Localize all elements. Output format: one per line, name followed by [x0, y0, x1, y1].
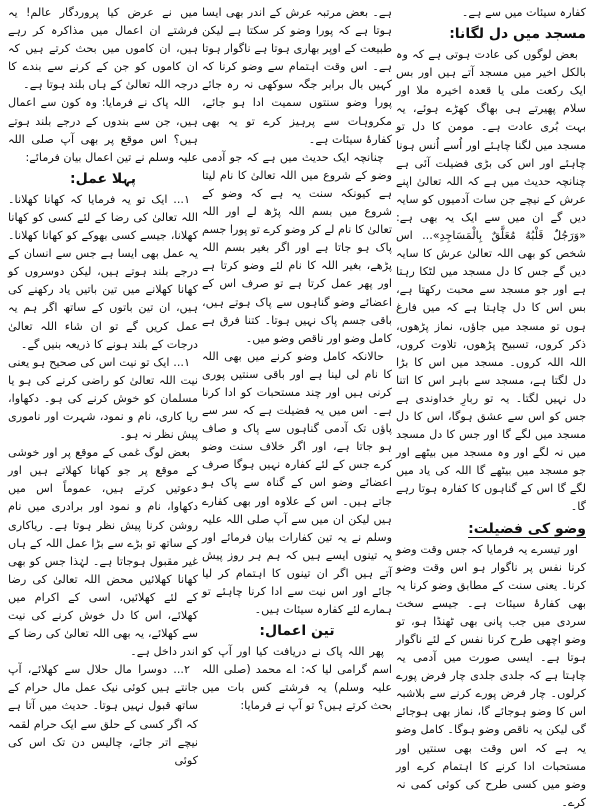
paragraph: حالانکہ کامل وضو کرنے میں بھی اللہ کا نام لی لینا ہے اور باقی سنتیں پوری کرنی ہیں اور چند مستحبات کو ادا کرنا ہے۔ اس میں یہ فضیلت ہے کہ سر سے پاؤں تک آدمی گناہوں سے پاک و صاف ہو جاتا ہے، اور اگر خلاف سنت وضو کرے جس کے لئے کفارہ نہیں ہوگا صرف اعضائے وضو اس کے گناہ سے پاک ہو جاتے ہیں۔ اس کے علاوہ اور بھی کفارے ہیں لیکن ان میں سے آپ صلی اللہ علیہ وسلم نے یہ تین کفارات بیان فرمائے اور یہ تینوں ایسے ہیں کہ ہم ہر روز پیش آتے ہیں اگر ان تینوں کا اہتمام کر لیا جائے اور اس نیت سے ادا کرنا چاہئے تو ہمارے لئے کفارہ سیئات ہیں۔	[202, 349, 392, 617]
section-heading: تین اعمال:	[259, 623, 335, 640]
paragraph: پھر اللہ پاک نے دریافت کیا اور آپ کو اسم گرامی لیا کہ: اے محمد (صلی اللہ علیہ وسلم) یہ فرشتے کس بات میں بحث کرتے ہیں؟ تو آپ نے فرمایا:	[202, 645, 392, 713]
paragraph: ۱... ایک تو یہ فرمایا کہ کھانا کھلانا۔ اللہ تعالیٰ کی رضا کے لئے کسی کو کھانا کھلانا، جیسے کسی بھوکے کو کھانا کھلانا۔ یہ عمل بھی ایسا ہے جس سے انسان کے درجے بلند ہوتے ہیں، لیکن دوسروں کو کھانا کھلانے میں تین باتیں یاد رکھنے کی ہیں، ان تین باتوں کے ساتھ اگر ہم یہ عمل کریں گے تو ان شاء اللہ تعالیٰ درجات کے بلند ہونے کا ذریعہ بنیں گے۔	[8, 192, 198, 351]
paragraph: بعض لوگوں کی عادت ہوتی ہے کہ وہ بالکل اخیر میں مسجد آتے ہیں اور بس ایک رکعت ملی یا قعدہ اخیرہ ملا اور سلام پھیرتے ہی بھاگ کھڑے ہوئے، یہ بہت بُری عادت ہے۔ مومن کا دل تو مسجد میں لگنا چاہئے اور اُسے اُنس ہونا چاہئے اور اس کی بڑی فضیلت آئی ہے چنانچہ حدیث میں ہے کہ اللہ تعالیٰ اپنے عرش کے نیچے جن سات آدمیوں کو سایہ دیں گے ان میں سے ایک یہ بھی ہے: «وَرَجُلٌ قَلْبُهُ مُعَلَّقٌ بِالْمَسَاجِدِ»... اس شخص کو بھی اللہ تعالیٰ عرش کا سایہ دیں گے جس کا دل مسجد میں لٹکا رہتا ہے اور جو مسجد سے محبت رکھتا ہے، بس اس کا دل چاہتا ہے کہ میں فارغ ہوں تو مسجد میں جاؤں، نماز پڑھوں، ذکر کروں، تسبیح پڑھوں، تلاوت کروں، اللہ اللہ کروں۔ مسجد میں اس کا بڑا دل لگتا ہے، مسجد سے باہر اس کا اتنا دل نہیں لگتا۔ یہ تو ربارِ خداوندی ہے جس کو اس سے عشق ہوگا، اس کا دل مسجد میں لگے گا اور جس کا دل مسجد میں نہ لگے اور وہ مسجد میں بیٹھے اور جو مسجد میں بیٹھے گا اللہ کی یاد میں لگے گا اس کے گناہوں کا کفارہ ہوتا رہے گا۔	[396, 48, 586, 514]
paragraph: ۱... ایک تو نیت اس کی صحیح ہو یعنی نیت اللہ تعالیٰ کو راضی کرنے کی ہو یا مسلمان کو خوش کرنے کی ہو۔ دکھاوا، ریا کاری، نام و نمود، شہرت اور ناموری پیش نظر نہ ہو۔	[8, 355, 198, 442]
paragraph: میں نے عرض کیا پروردگار عالم! یہ فرشتے ان اعمال میں مذاکرہ کر رہے ہیں، ان کاموں میں بحث کرتے ہیں کہ ان کاموں کو جن کے کرنے سے بندے کا درجہ اللہ تعالیٰ کے ہاں بلند ہوتا ہے۔	[8, 6, 198, 92]
column-left	[8, 4, 198, 800]
section-heading: پہلا عمل:	[69, 170, 136, 187]
column-right	[396, 4, 586, 809]
paragraph: اور تیسرے یہ فرمایا کہ جس وقت وضو کرنا نفس پر ناگوار ہو اس وقت وضو کرنا۔ یعنی سنت کے مطابق وضو کرنا یہ بھی کفارۂ سیئات ہے۔ جیسے سخت سردی میں جب پانی بھی ٹھنڈا ہو، تو وضو اچھی طرح کرنا نفس کے لئے ناگوار ہوتا ہے۔ ایسی صورت میں آدمی یہ چاہتا ہے کہ جلدی جلدی چار فرض پورے کرلوں۔ چار فرض پورے کرنے سے بلاشبہ اس کا وضو ہوجائے گا، نماز بھی ہوجائے گی لیکن یہ ناقص وضو ہوگا۔ کامل وضو یہ ہے کہ اس وقت بھی سنتیں اور مستحبات ادا کرنے کا اہتمام کرے اور وضو میں کسی طرح کی کوئی کمی نہ کرے۔	[396, 542, 586, 809]
column-middle	[202, 4, 392, 800]
section-heading-text: وضو کی فضیلت:	[468, 520, 586, 537]
section-heading	[396, 518, 586, 540]
paragraph: ۲... دوسرا مال حلال سے کھلائے، آپ جانتے ہیں کوئی نیک عمل مال حرام کے ساتھ قبول نہیں ہوتا۔ حدیث میں آتا ہے کہ اگر کسی کے حلق سے ایک حرام لقمہ نیچے اتر جائے، چالیس دن تک اس کی کوئی	[8, 663, 198, 767]
section-heading: مسجد میں دل لگانا:	[449, 26, 586, 43]
paragraph: چنانچہ ایک حدیث میں ہے کہ جو آدمی وضو کے شروع میں اللہ تعالیٰ کا نام لیتا ہے کیونکہ سنت یہ ہے کہ وضو کے شروع میں بسم اللہ پڑھ لے اور اللہ تعالیٰ کا نام لے کر وضو کرے تو پورا جسم پاک ہو جاتا ہے اور اگر بغیر بسم اللہ پڑھے، بغیر اللہ کا نام لئے وضو کرتا ہے اور پھر عمل کرتا ہے تو صرف اس کے اعضائے وضو گناہوں سے پاک ہوتے ہیں، باقی جسم پاک نہیں ہوتا۔ کتنا فرق ہے کامل وضو اور ناقص وضو میں۔	[202, 150, 392, 345]
paragraph: بعض لوگ غمی کے موقع پر اور خوشی کے موقع پر جو کھانا کھلاتے ہیں اور دعوتیں کرتے ہیں، عموماً اس میں دکھاوا، نام و نمود اور برادری میں نام روشن کرنا پیش نظر ہوتا ہے۔ ریاکاری کے ساتھ تو بڑے سے بڑا عمل اللہ کے ہاں غیر مقبول ہوجاتا ہے۔ لہٰذا جس کو بھی کھانا کھلائیں محض اللہ تعالیٰ کی رضا کے لئے کھلائیں، اسی کے اکرام میں کھلائے، اس کا دل خوش کرنے کی نیت سے کھلائے، یہ بھی اللہ تعالیٰ کی رضا کے اندر داخل ہے۔	[8, 446, 198, 659]
paragraph: ہے۔ بعض مرتبہ عرش کے اندر بھی ایسا ہوتا ہے کہ پورا وضو کر سکتا ہے لیکن طبیعت کے اوپر بھاری ہوتا ہے ناگوار ہوتا ہے۔ اس وقت اہتمام سے وضو کرنا کہ کہیں بال برابر جگہ سوکھی نہ رہ جائے پورا وضو سنتوں سمیت ادا ہو جائے، مکروہات سے پرہیز کرے تو یہ بھی کفارۂ سیئات ہے۔	[202, 6, 392, 146]
paragraph: اللہ پاک نے فرمایا: وہ کون سے اعمال ہیں، جن سے بندوں کے درجے بلند ہوتے ہیں؟ اس موقع پر بھی آپ صلی اللہ علیہ وسلم نے تین اعمال بیان فرمائے:	[8, 96, 198, 164]
paragraph: کفارہ سیئات میں سے ہے۔	[461, 6, 586, 19]
